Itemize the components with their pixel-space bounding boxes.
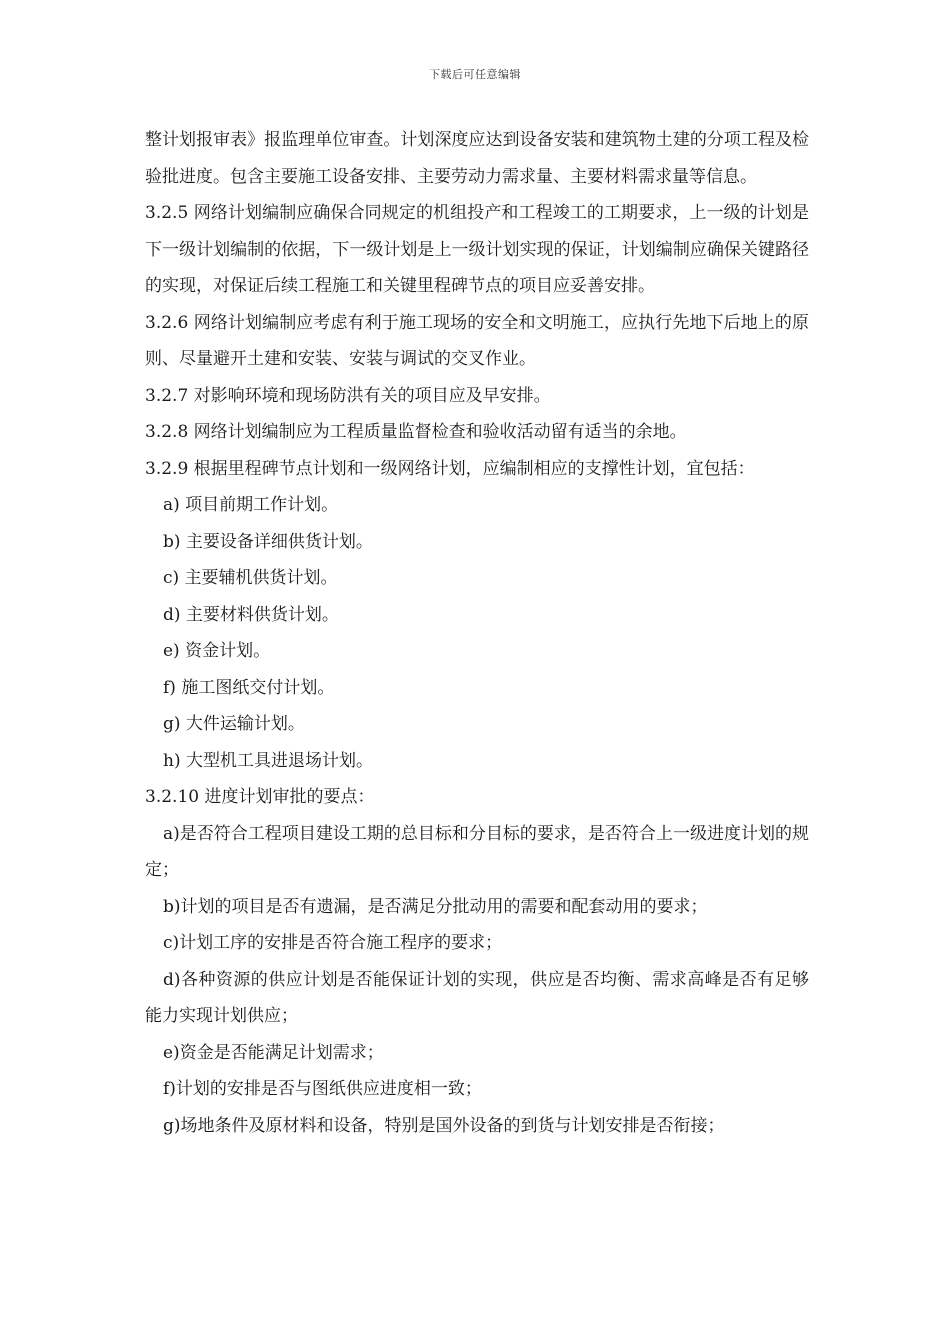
list-item: f) 施工图纸交付计划。 <box>163 677 335 698</box>
list-item: e) 资金计划。 <box>163 641 271 661</box>
review-point: c)计划工序的安排是否符合施工程序的要求； <box>163 933 503 953</box>
paragraph-3-2-6: 3.2.6 网络计划编制应考虑有利于施工现场的安全和文明施工，应执行先地下后地上的原则、尽量避开土建和安装、安装与调试的交叉作业。 <box>145 312 809 369</box>
review-point: g)场地条件及原材料和设备，特别是国外设备的到货与计划安排是否衔接； <box>163 1115 725 1136</box>
paragraph-continuation: 整计划报审表》报监理单位审查。计划深度应达到设备安装和建筑物土建的分项工程及检验批进度。包含主要施工设备安排、主要劳动力需求量、主要材料需求量等信息。 <box>145 130 809 187</box>
review-point: b)计划的项目是否有遗漏，是否满足分批动用的需要和配套动用的要求； <box>163 896 708 917</box>
paragraph-3-2-10: 3.2.10 进度计划审批的要点： <box>145 787 375 807</box>
list-item: d) 主要材料供货计划。 <box>163 604 339 625</box>
page-header: 下载后可任意编辑 <box>429 68 521 81</box>
paragraph-3-2-7: 3.2.7 对影响环境和现场防洪有关的项目应及早安排。 <box>145 385 551 406</box>
list-item: h) 大型机工具进退场计划。 <box>163 750 373 771</box>
paragraph-3-2-9: 3.2.9 根据里程碑节点计划和一级网络计划，应编制相应的支撑性计划，宜包括： <box>145 458 755 479</box>
review-point: f)计划的安排是否与图纸供应进度相一致； <box>163 1079 482 1099</box>
list-item: g) 大件运输计划。 <box>163 714 305 734</box>
list-item: c) 主要辅机供货计划。 <box>163 568 338 588</box>
paragraph-3-2-8: 3.2.8 网络计划编制应为工程质量监督检查和验收活动留有适当的余地。 <box>145 422 687 442</box>
document-body <box>145 122 809 1144</box>
list-item: a) 项目前期工作计划。 <box>163 495 339 515</box>
review-point: a)是否符合工程项目建设工期的总目标和分目标的要求，是否符合上一级进度计划的规定； <box>145 823 809 880</box>
review-point: d)各种资源的供应计划是否能保证计划的实现，供应是否均衡、需求高峰是否有足够能力实现计划供应； <box>145 969 809 1026</box>
list-item: b) 主要设备详细供货计划。 <box>163 531 373 552</box>
review-point: e)资金是否能满足计划需求； <box>163 1042 384 1063</box>
paragraph-3-2-5: 3.2.5 网络计划编制应确保合同规定的机组投产和工程竣工的工期要求，上一级的计划是下一级计划编制的依据，下一级计划是上一级计划实现的保证，计划编制应确保关键路径的实现，对保证后续工程施工和关键里程碑节点的项目应妥善安排。 <box>145 203 809 296</box>
